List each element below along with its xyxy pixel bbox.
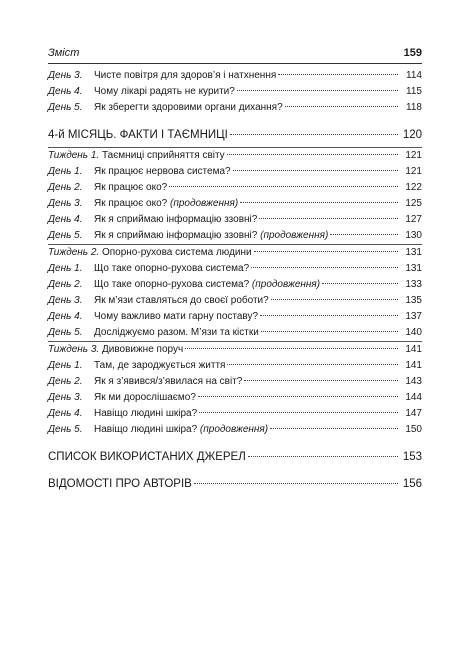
toc-day: День 2. — [48, 279, 83, 290]
toc-page: 135 — [405, 295, 422, 306]
toc-title: Досліджуємо разом. М’язи та кістки — [94, 327, 259, 338]
toc-day: День 2. — [48, 376, 83, 387]
toc-page: 141 — [405, 360, 422, 371]
toc-page: 121 — [405, 166, 422, 177]
dot-leader — [244, 380, 398, 381]
toc-page: 125 — [405, 198, 422, 209]
spacer — [48, 438, 422, 445]
toc-day: День 5. — [48, 230, 83, 241]
toc-section-title: 4-й МІСЯЦЬ. ФАКТИ І ТАЄМНИЦІ — [48, 129, 228, 141]
toc-day: День 4. — [48, 311, 83, 322]
toc-day: День 4. — [48, 408, 83, 419]
toc-title: Як працює око? — [94, 182, 168, 193]
toc-entry — [48, 293, 422, 309]
toc-entry — [48, 390, 422, 406]
toc-week-entry — [48, 244, 422, 261]
toc-section-title: СПИСОК ВИКОРИСТАНИХ ДЖЕРЕЛ — [48, 451, 246, 463]
toc-day: День 2. — [48, 182, 83, 193]
toc-continuation: (продовження) — [169, 198, 239, 209]
toc-page: 120 — [402, 129, 422, 141]
header-rule — [48, 63, 422, 64]
toc-title: Як я сприймаю інформацію ззовні? — [94, 214, 258, 225]
toc-day: День 5. — [48, 327, 83, 338]
toc-continuation: (продовження) — [260, 230, 329, 241]
dot-leader — [230, 134, 398, 135]
dot-leader — [261, 331, 398, 332]
toc-page: 156 — [402, 478, 422, 490]
toc-title: Як м’язи ставляться до своєї роботи? — [94, 295, 269, 306]
toc-entry — [48, 212, 422, 228]
toc-title: Таємниці сприйняття світу — [101, 150, 225, 161]
toc-title: Там, де зароджується життя — [94, 360, 226, 371]
dot-leader — [185, 348, 398, 349]
spacer — [48, 116, 422, 123]
toc-week: Тиждень 1. — [48, 150, 100, 161]
toc-entry — [48, 68, 422, 84]
dot-leader — [194, 483, 398, 484]
running-header-title: Зміст — [48, 47, 80, 59]
toc-title: Навіщо людині шкіра? — [94, 424, 198, 435]
toc-page: 150 — [405, 424, 422, 435]
dot-leader — [227, 154, 398, 155]
toc-title: Опорно-рухова система людини — [101, 247, 252, 258]
toc-entry — [48, 277, 422, 293]
dot-leader — [251, 267, 398, 268]
toc-page: 131 — [405, 263, 422, 274]
toc-page: 144 — [405, 392, 422, 403]
page-number: 159 — [403, 47, 422, 59]
toc-title: Як зберегти здоровими органи дихання? — [94, 102, 283, 113]
toc-section-title: ВІДОМОСТІ ПРО АВТОРІВ — [48, 478, 192, 490]
dot-leader — [237, 90, 398, 91]
toc-title: Що таке опорно-рухова система? — [94, 279, 250, 290]
toc-week: Тиждень 2. — [48, 247, 100, 258]
toc-page: 130 — [405, 230, 422, 241]
dot-leader — [260, 315, 398, 316]
dot-leader — [169, 186, 398, 187]
running-header — [48, 47, 422, 59]
toc-day: День 5. — [48, 424, 83, 435]
toc-title: Як працює нервова система? — [94, 166, 231, 177]
toc-day: День 4. — [48, 214, 83, 225]
toc-day: День 1. — [48, 360, 83, 371]
toc-day: День 1. — [48, 166, 83, 177]
dot-leader — [270, 428, 398, 429]
toc-page: 147 — [405, 408, 422, 419]
dot-leader — [322, 283, 398, 284]
toc-page: 153 — [402, 451, 422, 463]
toc-continuation: (продовження) — [251, 279, 321, 290]
dot-leader — [285, 106, 398, 107]
toc-page: 114 — [406, 70, 422, 81]
toc-entry — [48, 406, 422, 422]
toc-title: Дивовижне поруч — [101, 344, 184, 355]
toc-week-entry — [48, 147, 422, 164]
toc-week: Тиждень 3. — [48, 344, 100, 355]
toc-day: День 3. — [48, 70, 83, 81]
toc-entry — [48, 196, 422, 212]
dot-leader — [248, 456, 398, 457]
toc-title: Навіщо людині шкіра? — [94, 408, 198, 419]
toc-page: 141 — [405, 344, 422, 355]
toc-title: Чому важливо мати гарну поставу? — [94, 311, 259, 322]
toc-page: 121 — [405, 150, 422, 161]
toc-page: 118 — [406, 102, 422, 113]
dot-leader — [259, 218, 398, 219]
toc-title: Як я сприймаю інформацію ззовні? — [94, 230, 258, 241]
toc-page: 133 — [405, 279, 422, 290]
toc-page: 137 — [405, 311, 422, 322]
toc-entry — [48, 422, 422, 438]
dot-leader — [233, 170, 398, 171]
dot-leader — [271, 299, 398, 300]
dot-leader — [240, 202, 398, 203]
toc-entry — [48, 358, 422, 374]
toc-title: Чисте повітря для здоров’я і натхнення — [94, 70, 277, 81]
toc-section-heading — [48, 445, 422, 469]
toc-day: День 1. — [48, 263, 83, 274]
dot-leader — [199, 412, 398, 413]
toc-week-entry — [48, 341, 422, 358]
toc-day: День 3. — [48, 392, 83, 403]
dot-leader — [198, 396, 398, 397]
toc-entry — [48, 228, 422, 244]
toc-title: Як працює око? — [94, 198, 168, 209]
dot-leader — [227, 364, 398, 365]
toc-day: День 5. — [48, 102, 83, 113]
dot-leader — [330, 234, 398, 235]
toc-entry — [48, 309, 422, 325]
toc-continuation: (продовження) — [199, 424, 269, 435]
toc-page: 122 — [405, 182, 422, 193]
toc-page: 143 — [405, 376, 422, 387]
toc-entry — [48, 100, 422, 116]
dot-leader — [254, 251, 398, 252]
toc-entry — [48, 325, 422, 341]
table-of-contents — [48, 68, 422, 496]
toc-day: День 4. — [48, 86, 83, 97]
toc-page: 131 — [405, 247, 422, 258]
toc-entry — [48, 261, 422, 277]
toc-title: Як я з’явився/з’явилася на світ? — [94, 376, 243, 387]
toc-title: Як ми дорослішаємо? — [94, 392, 196, 403]
toc-entry — [48, 84, 422, 100]
toc-section-heading — [48, 472, 422, 496]
toc-day: День 3. — [48, 295, 83, 306]
toc-entry — [48, 180, 422, 196]
toc-title: Чому лікарі радять не курити? — [94, 86, 235, 97]
toc-page: 140 — [405, 327, 422, 338]
toc-section-heading — [48, 123, 422, 147]
toc-title: Що таке опорно-рухова система? — [94, 263, 250, 274]
toc-day: День 3. — [48, 198, 83, 209]
toc-page: 127 — [405, 214, 422, 225]
toc-entry — [48, 164, 422, 180]
toc-entry — [48, 374, 422, 390]
dot-leader — [278, 74, 398, 75]
toc-page: 115 — [406, 86, 422, 97]
